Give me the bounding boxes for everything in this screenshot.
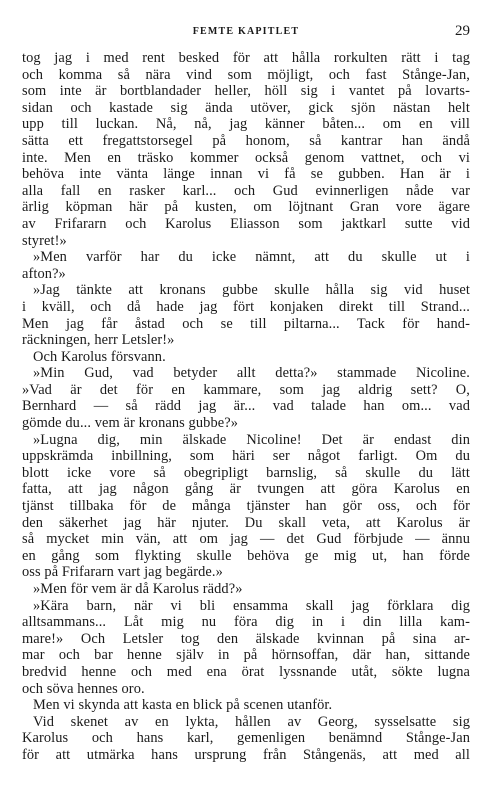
text-line: tjänst tillbaka för de många tjänster han gör oss, och för [22,498,470,515]
text-line: mare!» Och Letsler tog den älskade kvinnan på sina ar- [22,630,470,647]
body-text [22,50,470,764]
text-line: »Jag tänkte att kronans gubbe skulle hålla sig vid huset [33,282,470,299]
text-line: mar och bar henne själv in på hörnsoffan, där han, sittande [22,647,470,664]
text-line: räckningen, herr Letsler!» [22,332,175,349]
text-line: uppskrämda inbillning, som häri ser något farligt. Om du [22,448,470,465]
chapter-title: FEMTE KAPITLET [192,26,300,37]
text-line: sidan och kastade sig ända utöver, gick sjön nästan helt [22,99,470,116]
text-line: och söva hennes oro. [22,680,145,697]
text-line: gömde du... vem är kronans gubbe?» [22,415,239,432]
text-line: inte. Men en träsko kommer också genom vattnet, och vi [22,149,470,166]
text-line: »Min Gud, vad betyder allt detta?» stammade Nicoline. [33,365,470,382]
page-number: 29 [455,23,470,39]
text-line: »Vad är det för en kammare, som jag aldrig sett? O, [22,381,470,398]
text-line: tog jag i med rent besked för att hålla rorkulten rätt i tag [22,50,470,66]
text-line: Men jag får åstad och se till piltarna... Tack för hand- [22,315,470,332]
text-line: styret!» [22,232,67,249]
text-line: ärlig köpman här på kusten, om löjtnant Gran vore ägare [22,199,470,216]
text-line: »Lugna dig, min älskade Nicoline! Det är endast din [33,431,470,448]
text-line: behöva inte vänta länge innan vi få se gubben. Han är i [22,166,470,183]
text-line: Bernhard — så rädd jag är... vad talade han om... vad [22,398,470,415]
text-line: av Frifararn och Karolus Eliasson som jaktkarl sutte vid [22,215,470,232]
text-line: en gång som flykting skulle behöva ge mig ut, han förde [22,547,470,564]
text-line: »Kära barn, när vi bli ensamma skall jag förklara dig [33,597,470,614]
text-line: fatta, att jag någon gång är tvungen att göra Karolus en [22,481,470,498]
text-line: sätta ett fregattstorsegel på honom, så kantrar han ändå [22,132,470,149]
text-line: Karolus och hans karl, gemenligen benämnd Stånge-Jan [22,730,470,747]
text-line: Och Karolus försvann. [33,348,166,365]
text-line: bredvid henne och med ena örat lyssnande utåt, sökte lugna [22,663,470,680]
text-line: alla fall en rasker karl... och Gud evinnerligen nåde var [22,182,470,199]
text-line: oss på Frifararn vart jag begärde.» [22,564,223,581]
text-line: »Men för vem är då Karolus rädd?» [33,581,243,597]
running-head [22,23,470,44]
text-line: alltsammans... Låt mig nu föra dig in i din lilla kam- [22,614,470,631]
text-line: »Men varför har du icke nämnt, att du skulle ut i [33,249,470,266]
text-line: Vid skenet av en lykta, hållen av Georg, sysselsatte sig [33,713,470,730]
text-line: som inte är bortblandader heller, höll sig i vantet på lovarts- [22,83,470,100]
text-line: afton?» [22,265,66,282]
text-line: blott icke vore så obegripligt barnslig, så skulle du lätt [22,464,470,481]
text-line: i kväll, och då hade jag fört konjaken direkt till Strand... [22,298,470,315]
text-line: och komma så nära vind som möjligt, och fast Stånge-Jan, [22,66,470,83]
text-line: upp till luckan. Nå, nå, jag känner båten... om en vill [22,116,470,133]
text-line: den säkerhet jag här njuter. Du skall veta, att Karolus är [22,514,470,531]
text-line: för att utmärka hans ursprung från Stångenäs, att med all [22,746,470,763]
text-line: Men vi skynda att kasta en blick på scenen utanför. [33,697,333,714]
text-line: så mycket min vän, att om jag — det Gud förbjude — ännu [22,531,470,548]
